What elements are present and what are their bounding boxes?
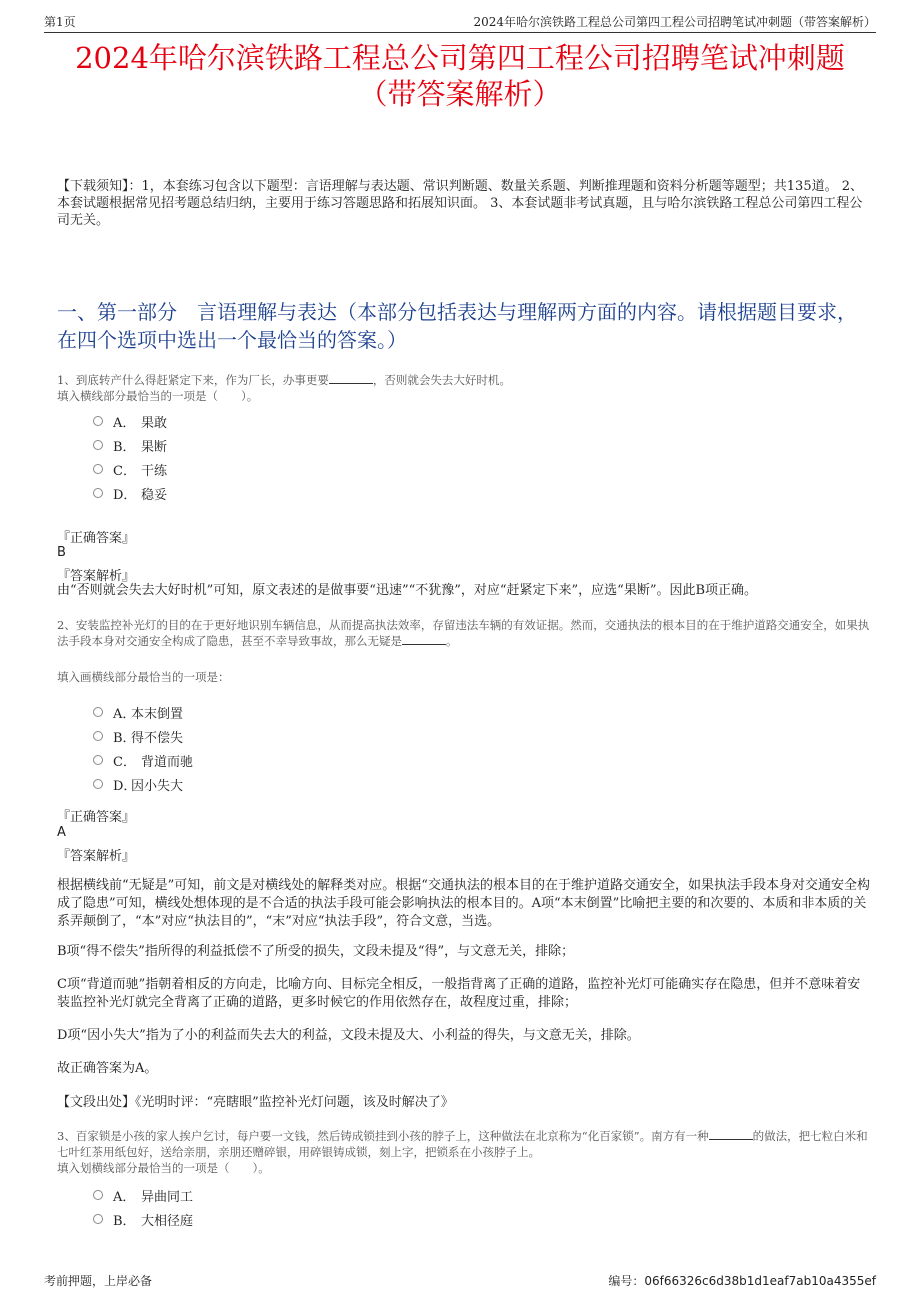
option-key: C．	[113, 754, 136, 770]
q2-answer: A	[57, 825, 66, 840]
radio-icon[interactable]	[93, 779, 103, 789]
answer-blank	[402, 634, 446, 645]
radio-icon[interactable]	[93, 464, 103, 474]
page-header	[44, 10, 876, 33]
radio-icon[interactable]	[93, 1214, 103, 1224]
q2-source: 【文段出处】《光明时评：“亮瞎眼”监控补光灯问题，该及时解决了》	[57, 1095, 454, 1110]
option-c[interactable]	[93, 457, 167, 481]
option-c[interactable]	[93, 748, 193, 772]
option-key: C．	[113, 463, 136, 479]
radio-icon[interactable]	[93, 488, 103, 498]
option-text: 干练	[141, 463, 168, 479]
option-a[interactable]	[93, 409, 167, 433]
q3-stem-part-b: 的做法，把七粒白米和七叶红茶用纸包好，送给亲朋，亲朋还赠碎银，用碎银铸成锁，刻上字，把锁系在小孩脖子上。	[57, 1129, 868, 1159]
q2-prompt: 填入画横线部分最恰当的一项是：	[57, 670, 230, 684]
document-title	[0, 40, 920, 112]
option-a[interactable]	[93, 1183, 193, 1207]
option-b[interactable]	[93, 724, 193, 748]
option-key: B．	[113, 1213, 136, 1229]
question-1-stem	[57, 372, 870, 404]
option-key: A．	[113, 706, 136, 722]
q2-analysis-p1: 根据横线前“无疑是”可知，前文是对横线处的解释类对应。根据“交通执法的根本目的在于维护道路交通安全，如果执法手段本身对交通安全构成了隐患”可知，横线处想体现的是不合适的执法手段可能会影响执法的根本目的。A项“本末倒置”比喻把主要的和次要的、本质和非本质的关系弄颠倒了，“本”对应“执法目的”，“末”对应“执法手段”，符合文意，当选。	[57, 878, 870, 929]
question-2-stem	[57, 617, 870, 649]
option-text: 因小失大	[131, 778, 184, 794]
footer-slogan: 考前押题，上岸必备	[44, 1274, 153, 1288]
page-number: 第1页	[44, 15, 76, 29]
section-heading: 一、第一部分 言语理解与表达（本部分包括表达与理解两方面的内容。请根据题目要求，在四个选项中选出一个最恰当的答案。）	[57, 300, 857, 352]
option-a[interactable]	[93, 700, 193, 724]
option-key: D．	[113, 778, 137, 794]
option-d[interactable]	[93, 481, 167, 505]
q2-analysis-p2: B项“得不偿失”指所得的利益抵偿不了所受的损失，文段未提及“得”，与文意无关，排除；	[57, 944, 575, 959]
footer-doc-id: 编号：06f66326c6d38b1d1eaf7ab10a4355ef	[608, 1274, 876, 1288]
q2-analysis-p3: C项“背道而驰”指朝着相反的方向走，比喻方向、目标完全相反，一般指背离了正确的道路，监控补光灯可能确实存在隐患，但并不意味着安装监控补光灯就完全背离了正确的道路，更多时候它的作用依然存在，故程度过重，排除；	[57, 977, 861, 1010]
radio-icon[interactable]	[93, 1190, 103, 1200]
q2-stem-part-b: 。	[446, 634, 458, 648]
option-d[interactable]	[93, 772, 193, 796]
option-b[interactable]	[93, 433, 167, 457]
download-notice: 【下载须知】：1，本套练习包含以下题型：言语理解与表达题、常识判断题、数量关系题、判断推理题和资料分析题等题型；共135道。 2、本套试题根据常见招考题总结归纳，主要用于练习答题思路和拓展知识面。 3、本套试题非考试真题，且与哈尔滨铁路工程总公司第四工程公司无关。	[57, 179, 863, 228]
q3-stem-part-a: 3、百家锁是小孩的家人挨户乞讨，每户要一文钱，然后铸成锁挂到小孩的脖子上，这种做法在北京称为“化百家锁”。南方有一种	[57, 1129, 709, 1143]
radio-icon[interactable]	[93, 731, 103, 741]
answer-blank	[709, 1129, 753, 1140]
radio-icon[interactable]	[93, 755, 103, 765]
q2-analysis-label: 『答案解析』	[57, 849, 136, 864]
radio-icon[interactable]	[93, 416, 103, 426]
option-key: D．	[113, 487, 137, 503]
q1-prompt: 填入横线部分最恰当的一项是（ ）。	[57, 389, 259, 403]
option-key: B．	[113, 730, 136, 746]
option-text: 稳妥	[141, 487, 168, 503]
radio-icon[interactable]	[93, 707, 103, 717]
option-text: 果敢	[141, 415, 168, 431]
q1-stem-part-a: 1、到底转产什么得赶紧定下来，作为厂长，办事更要	[57, 373, 329, 387]
question-1-options	[93, 409, 167, 505]
question-3-options	[93, 1183, 193, 1231]
q2-stem-part-a: 2、安装监控补光灯的目的在于更好地识别车辆信息，从而提高执法效率，存留违法车辆的有效证据。然而，交通执法的根本目的在于维护道路交通安全，如果执法手段本身对交通安全构成了隐患，甚至不幸导致事故，那么无疑是	[57, 618, 870, 648]
option-text: 异曲同工	[141, 1189, 194, 1205]
q1-analysis: 由“否则就会失去大好时机”可知，原文表述的是做事要“迅速”“不犹豫”，对应“赶紧定下来”，应选“果断”。因此B项正确。	[57, 583, 758, 598]
option-key: A．	[113, 415, 136, 431]
answer-blank	[329, 373, 373, 384]
q1-answer-label: 『正确答案』	[57, 531, 136, 546]
option-b[interactable]	[93, 1207, 193, 1231]
title-line-2: （带答案解析）	[358, 77, 562, 111]
option-text: 大相径庭	[141, 1213, 194, 1229]
option-text: 背道而驰	[141, 754, 194, 770]
q1-analysis-label: 『答案解析』	[57, 569, 136, 584]
page-footer	[44, 1272, 876, 1289]
option-key: A．	[113, 1189, 136, 1205]
q1-stem-part-b: ，否则就会失去大好时机。	[372, 373, 511, 387]
question-3-stem	[57, 1128, 870, 1176]
q1-answer: B	[57, 545, 66, 560]
option-text: 本末倒置	[131, 706, 184, 722]
radio-icon[interactable]	[93, 440, 103, 450]
option-key: B．	[113, 439, 136, 455]
option-text: 得不偿失	[131, 730, 184, 746]
q2-answer-label: 『正确答案』	[57, 810, 136, 825]
title-line-1: 2024年哈尔滨铁路工程总公司第四工程公司招聘笔试冲刺题	[75, 41, 845, 75]
question-2-options	[93, 700, 193, 796]
header-doc-title: 2024年哈尔滨铁路工程总公司第四工程公司招聘笔试冲刺题（带答案解析）	[473, 15, 876, 29]
q2-analysis-p4: D项“因小失大”指为了小的利益而失去大的利益，文段未提及大、小利益的得失，与文意无关，排除。	[57, 1028, 640, 1043]
q2-analysis-p5: 故正确答案为A。	[57, 1061, 158, 1076]
option-text: 果断	[141, 439, 168, 455]
q3-prompt: 填入划横线部分最恰当的一项是（ ）。	[57, 1161, 270, 1175]
